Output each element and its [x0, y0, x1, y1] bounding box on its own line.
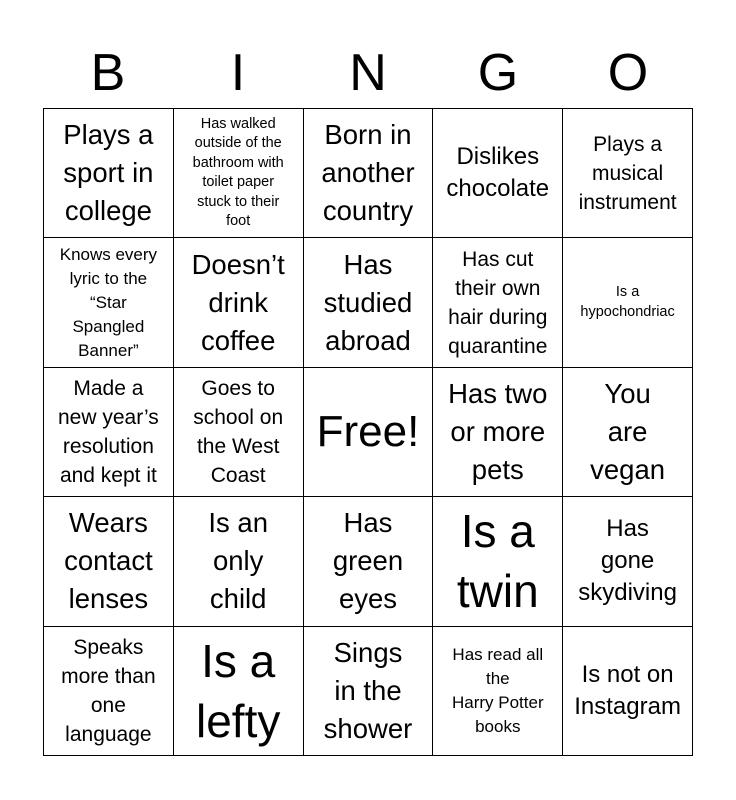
- cell-text: Has walked outside of the bathroom with toilet paper stuck to their foot: [192, 115, 284, 230]
- cell-text: Has two or more pets: [448, 377, 548, 485]
- bingo-cell[interactable]: [433, 497, 563, 626]
- cell-text: Speaks more than one language: [61, 635, 156, 746]
- header-letter-n: N: [349, 44, 387, 102]
- cell-text: Sings in the shower: [323, 636, 413, 744]
- bingo-cell[interactable]: [563, 627, 693, 756]
- header-letter-i: I: [230, 44, 246, 102]
- bingo-cell[interactable]: [174, 368, 304, 497]
- cell-text: Born in another country: [321, 119, 415, 227]
- header-letter-g: G: [477, 44, 519, 102]
- cell-text: Has studied abroad: [323, 248, 413, 356]
- cell-text: Doesn’t drink coffee: [191, 248, 285, 356]
- bingo-cell[interactable]: [433, 627, 563, 756]
- cell-text: Plays a musical instrument: [578, 132, 677, 214]
- bingo-cell[interactable]: [174, 238, 304, 367]
- bingo-cell[interactable]: [304, 109, 434, 238]
- bingo-cell[interactable]: [44, 109, 174, 238]
- cell-text: Wears contact lenses: [64, 507, 153, 615]
- bingo-cell[interactable]: [563, 497, 693, 626]
- bingo-cell[interactable]: [304, 238, 434, 367]
- bingo-cell-free[interactable]: [304, 368, 434, 497]
- bingo-cell[interactable]: [174, 109, 304, 238]
- cell-text: Is a lefty: [196, 634, 281, 747]
- cell-text: Dislikes chocolate: [446, 143, 550, 203]
- bingo-cell[interactable]: [174, 497, 304, 626]
- cell-text: Is a hypochondriac: [580, 284, 675, 320]
- bingo-cell[interactable]: [174, 627, 304, 756]
- bingo-header: [43, 38, 693, 108]
- cell-text: Goes to school on the West Coast: [193, 376, 284, 487]
- cell-text: Has cut their own hair during quarantine: [448, 247, 548, 358]
- bingo-cell[interactable]: [563, 368, 693, 497]
- header-letter-o: O: [607, 44, 649, 102]
- cell-text: Has read all the Harry Potter books: [451, 644, 544, 736]
- bingo-cell[interactable]: [433, 109, 563, 238]
- bingo-grid: [43, 108, 693, 756]
- cell-text: You are vegan: [590, 377, 666, 485]
- header-letter-b: B: [90, 44, 126, 102]
- cell-text: Plays a sport in college: [63, 119, 154, 227]
- bingo-cell[interactable]: [563, 238, 693, 367]
- bingo-cell[interactable]: [563, 109, 693, 238]
- bingo-cell[interactable]: [304, 627, 434, 756]
- bingo-cell[interactable]: [44, 238, 174, 367]
- bingo-cell[interactable]: [433, 238, 563, 367]
- cell-text: Is an only child: [208, 507, 268, 615]
- free-space-text: Free!: [316, 406, 420, 456]
- cell-text: Is not on Instagram: [574, 660, 681, 720]
- cell-text: Has green eyes: [332, 507, 404, 615]
- bingo-cell[interactable]: [304, 497, 434, 626]
- bingo-cell[interactable]: [44, 368, 174, 497]
- bingo-cell[interactable]: [433, 368, 563, 497]
- cell-text: Is a twin: [456, 505, 539, 618]
- cell-text: Knows every lyric to the “Star Spangled Banner”: [59, 244, 158, 360]
- cell-text: Has gone skydiving: [578, 515, 677, 607]
- bingo-cell[interactable]: [44, 627, 174, 756]
- cell-text: Made a new year’s resolution and kept it: [58, 376, 159, 487]
- bingo-cell[interactable]: [44, 497, 174, 626]
